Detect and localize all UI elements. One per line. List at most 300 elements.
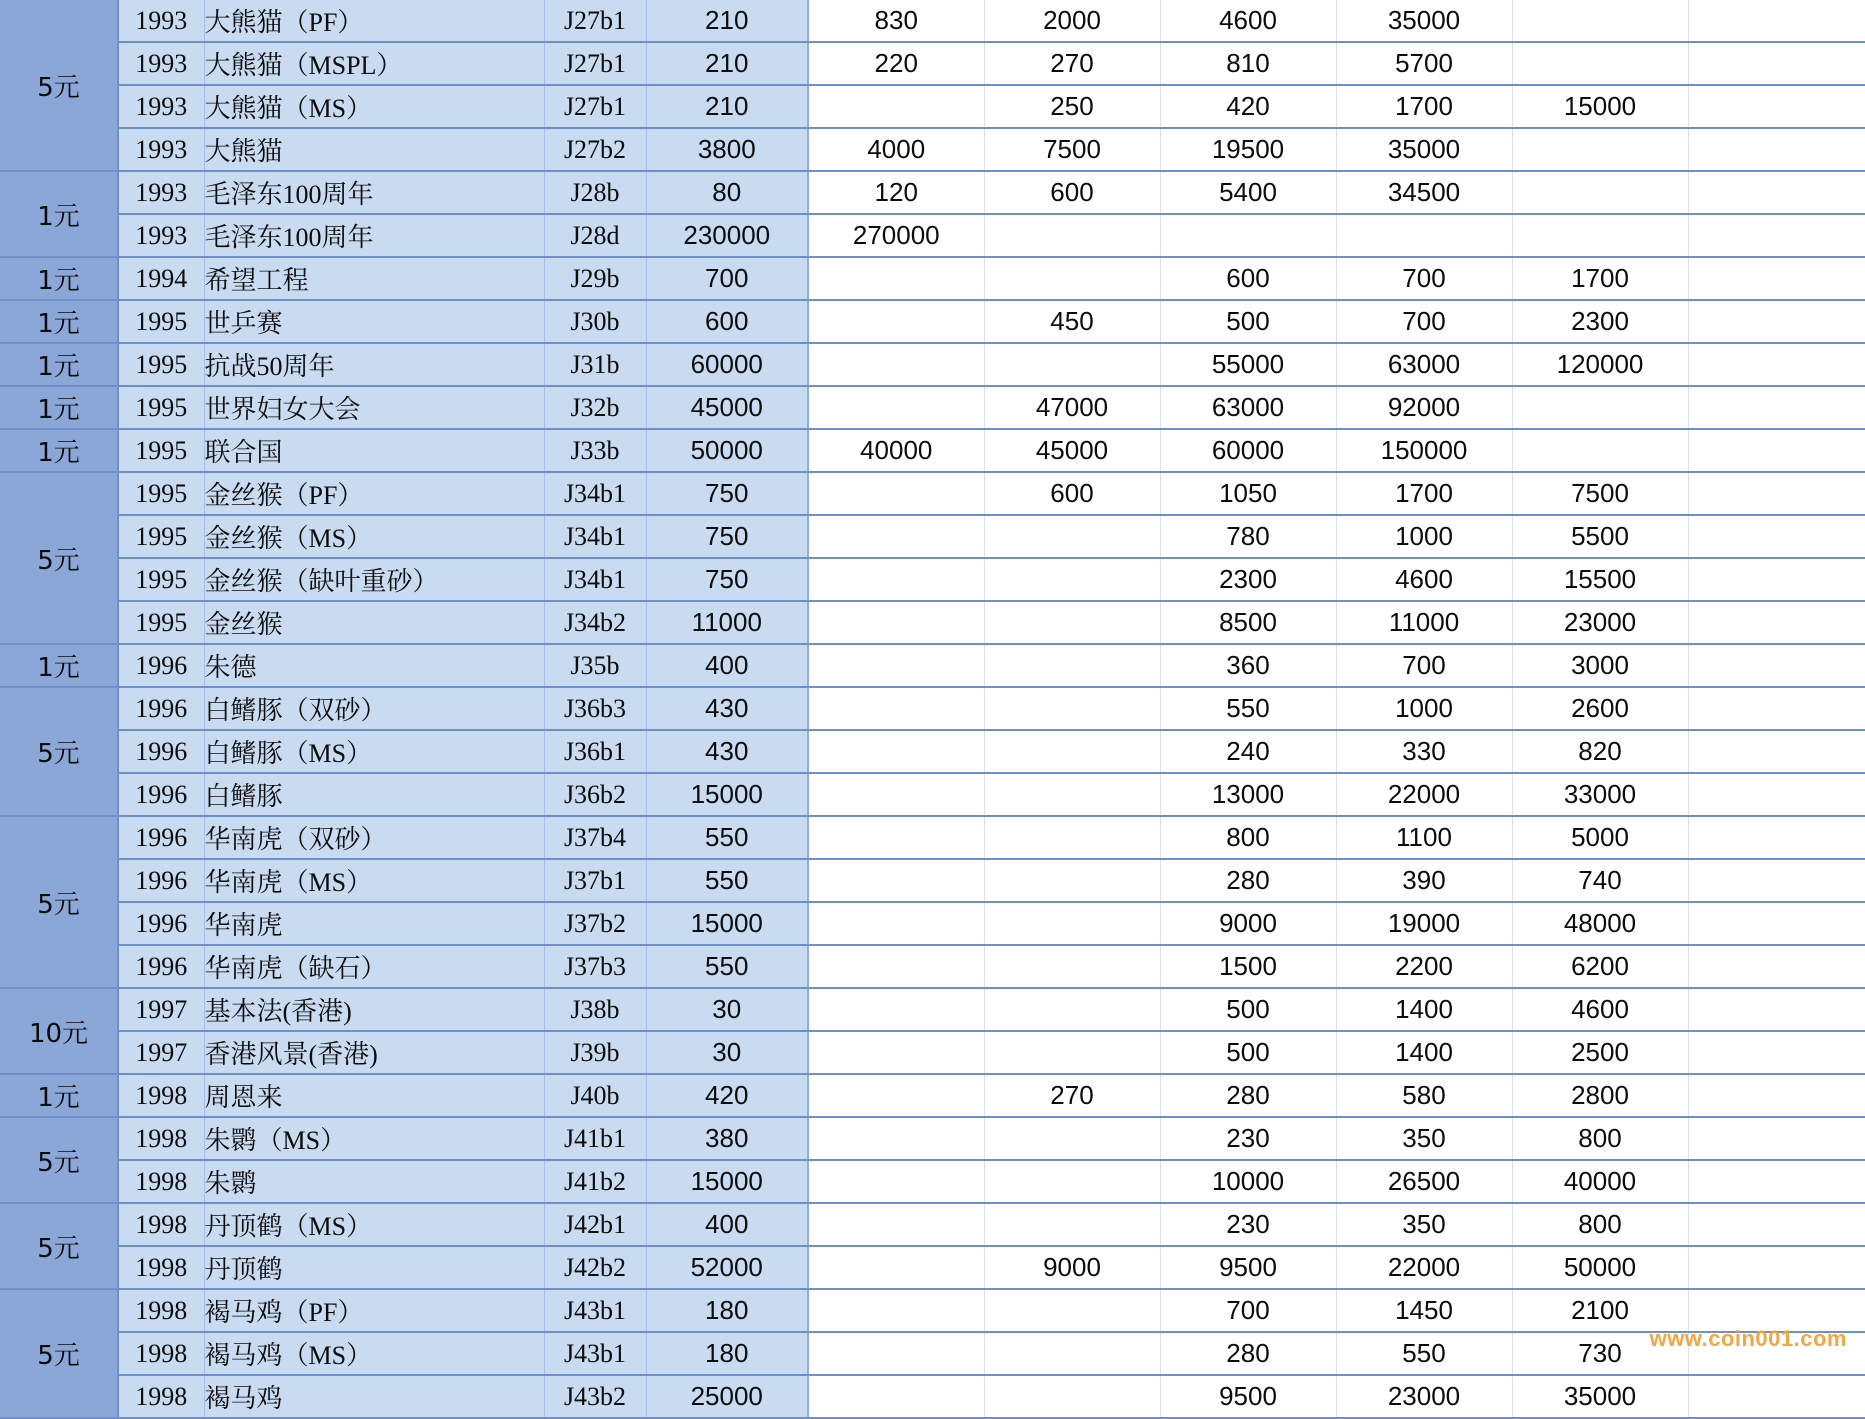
price-cell-5: 2300 [1512,300,1688,343]
mintage-cell: 700 [646,257,808,300]
price-cell-1 [808,1289,984,1332]
price-cell-2 [984,859,1160,902]
year-cell: 1993 [118,0,204,42]
price-cell-1: 220 [808,42,984,85]
price-cell-2 [984,1332,1160,1375]
price-cell-3: 10000 [1160,1160,1336,1203]
catalog-code-cell: J34b1 [544,515,646,558]
price-cell-5: 6200 [1512,945,1688,988]
mintage-cell: 60000 [646,343,808,386]
empty-cell [1688,1117,1865,1160]
price-cell-4: 26500 [1336,1160,1512,1203]
price-cell-4: 23000 [1336,1375,1512,1418]
coin-name-cell: 希望工程 [204,257,544,300]
empty-cell [1688,515,1865,558]
catalog-code-cell: J43b2 [544,1375,646,1418]
price-cell-2 [984,945,1160,988]
denomination-cell: 5元 [0,472,118,644]
mintage-cell: 380 [646,1117,808,1160]
price-cell-2 [984,730,1160,773]
mintage-cell: 180 [646,1289,808,1332]
price-cell-1 [808,558,984,601]
coin-name-cell: 大熊猫 [204,128,544,171]
year-cell: 1998 [118,1160,204,1203]
price-cell-1 [808,386,984,429]
table-row [0,0,1865,42]
coin-name-cell: 白鳍豚 [204,773,544,816]
table-row [0,1203,1865,1246]
price-cell-4: 19000 [1336,902,1512,945]
price-cell-1 [808,1031,984,1074]
price-cell-5: 15000 [1512,85,1688,128]
price-cell-3: 9000 [1160,902,1336,945]
price-cell-3: 1050 [1160,472,1336,515]
mintage-cell: 25000 [646,1375,808,1418]
price-cell-3: 19500 [1160,128,1336,171]
catalog-code-cell: J34b1 [544,472,646,515]
catalog-code-cell: J36b2 [544,773,646,816]
empty-cell [1688,816,1865,859]
year-cell: 1996 [118,902,204,945]
price-cell-4: 1700 [1336,472,1512,515]
year-cell: 1994 [118,257,204,300]
price-cell-3: 9500 [1160,1375,1336,1418]
mintage-cell: 430 [646,730,808,773]
empty-cell [1688,0,1865,42]
price-cell-5 [1512,386,1688,429]
coin-name-cell: 金丝猴（MS） [204,515,544,558]
price-cell-5: 2100 [1512,1289,1688,1332]
table-row [0,257,1865,300]
price-cell-1 [808,472,984,515]
denomination-cell: 1元 [0,300,118,343]
table-row [0,171,1865,214]
mintage-cell: 30 [646,988,808,1031]
year-cell: 1998 [118,1289,204,1332]
price-cell-1 [808,1074,984,1117]
table-row [0,300,1865,343]
price-cell-2: 47000 [984,386,1160,429]
empty-cell [1688,343,1865,386]
table-row [0,472,1865,515]
empty-cell [1688,85,1865,128]
empty-cell [1688,472,1865,515]
empty-cell [1688,300,1865,343]
watermark: www.coin001.com [1649,1326,1847,1351]
empty-cell [1688,171,1865,214]
denomination-cell: 5元 [0,0,118,171]
year-cell: 1995 [118,558,204,601]
price-cell-5: 50000 [1512,1246,1688,1289]
table-row [0,343,1865,386]
mintage-cell: 30 [646,1031,808,1074]
empty-cell [1688,386,1865,429]
denomination-cell: 1元 [0,257,118,300]
empty-cell [1688,42,1865,85]
price-cell-5: 35000 [1512,1375,1688,1418]
price-cell-5: 15500 [1512,558,1688,601]
price-cell-3: 55000 [1160,343,1336,386]
table-row [0,601,1865,644]
price-cell-4: 350 [1336,1203,1512,1246]
year-cell: 1998 [118,1117,204,1160]
denomination-cell: 1元 [0,343,118,386]
price-cell-1: 120 [808,171,984,214]
coin-name-cell: 华南虎（双砂） [204,816,544,859]
year-cell: 1995 [118,429,204,472]
year-cell: 1996 [118,644,204,687]
price-cell-2 [984,816,1160,859]
coin-name-cell: 朱鹮（MS） [204,1117,544,1160]
mintage-cell: 52000 [646,1246,808,1289]
price-cell-2: 2000 [984,0,1160,42]
price-cell-2 [984,773,1160,816]
price-cell-3: 63000 [1160,386,1336,429]
price-cell-3: 9500 [1160,1246,1336,1289]
mintage-cell: 210 [646,42,808,85]
price-cell-1 [808,1246,984,1289]
price-cell-3: 550 [1160,687,1336,730]
catalog-code-cell: J41b2 [544,1160,646,1203]
table-row [0,214,1865,257]
denomination-cell: 5元 [0,1203,118,1289]
price-cell-4: 2200 [1336,945,1512,988]
price-cell-5: 2800 [1512,1074,1688,1117]
price-cell-4: 550 [1336,1332,1512,1375]
price-cell-1 [808,1332,984,1375]
price-cell-3: 800 [1160,816,1336,859]
price-cell-1 [808,859,984,902]
price-cell-1 [808,601,984,644]
catalog-code-cell: J31b [544,343,646,386]
year-cell: 1995 [118,386,204,429]
coin-name-cell: 白鳍豚（MS） [204,730,544,773]
coin-name-cell: 抗战50周年 [204,343,544,386]
price-cell-5: 730 [1512,1332,1688,1375]
empty-cell [1688,902,1865,945]
price-cell-2: 250 [984,85,1160,128]
price-cell-5 [1512,171,1688,214]
price-cell-3: 600 [1160,257,1336,300]
mintage-cell: 210 [646,85,808,128]
price-cell-4: 1400 [1336,1031,1512,1074]
year-cell: 1995 [118,300,204,343]
catalog-code-cell: J42b1 [544,1203,646,1246]
price-cell-4: 350 [1336,1117,1512,1160]
price-cell-4: 35000 [1336,128,1512,171]
empty-cell [1688,601,1865,644]
price-cell-2 [984,343,1160,386]
price-cell-5: 5500 [1512,515,1688,558]
empty-cell [1688,429,1865,472]
mintage-cell: 550 [646,945,808,988]
table-row [0,1074,1865,1117]
year-cell: 1998 [118,1074,204,1117]
price-cell-2 [984,214,1160,257]
empty-cell [1688,988,1865,1031]
denomination-cell: 5元 [0,1117,118,1203]
price-cell-2: 600 [984,171,1160,214]
price-cell-4: 1450 [1336,1289,1512,1332]
table-row [0,386,1865,429]
catalog-code-cell: J42b2 [544,1246,646,1289]
coin-name-cell: 褐马鸡 [204,1375,544,1418]
mintage-cell: 210 [646,0,808,42]
price-cell-1 [808,1203,984,1246]
price-cell-4: 1100 [1336,816,1512,859]
price-cell-2: 7500 [984,128,1160,171]
price-cell-4: 700 [1336,300,1512,343]
coin-name-cell: 金丝猴 [204,601,544,644]
mintage-cell: 45000 [646,386,808,429]
price-cell-2: 600 [984,472,1160,515]
price-cell-5: 1700 [1512,257,1688,300]
empty-cell [1688,1031,1865,1074]
price-cell-2 [984,257,1160,300]
catalog-code-cell: J30b [544,300,646,343]
coin-name-cell: 丹顶鹤 [204,1246,544,1289]
mintage-cell: 750 [646,515,808,558]
price-cell-1 [808,257,984,300]
price-cell-5: 800 [1512,1203,1688,1246]
empty-cell [1688,128,1865,171]
table-row [0,128,1865,171]
price-cell-5 [1512,429,1688,472]
mintage-cell: 180 [646,1332,808,1375]
price-cell-3: 60000 [1160,429,1336,472]
table-row [0,1289,1865,1332]
price-cell-2 [984,558,1160,601]
coin-name-cell: 大熊猫（MS） [204,85,544,128]
mintage-cell: 400 [646,1203,808,1246]
year-cell: 1998 [118,1375,204,1418]
price-cell-4: 580 [1336,1074,1512,1117]
catalog-code-cell: J27b1 [544,85,646,128]
coin-name-cell: 毛泽东100周年 [204,214,544,257]
mintage-cell: 550 [646,816,808,859]
price-cell-3: 4600 [1160,0,1336,42]
catalog-code-cell: J32b [544,386,646,429]
coin-name-cell: 华南虎（缺石） [204,945,544,988]
table-row [0,1160,1865,1203]
denomination-cell: 5元 [0,687,118,816]
price-cell-4: 5700 [1336,42,1512,85]
price-cell-2: 270 [984,1074,1160,1117]
mintage-cell: 400 [646,644,808,687]
price-cell-5: 33000 [1512,773,1688,816]
price-cell-5: 740 [1512,859,1688,902]
price-cell-5 [1512,42,1688,85]
price-cell-3: 280 [1160,1332,1336,1375]
empty-cell [1688,1246,1865,1289]
denomination-cell: 1元 [0,1074,118,1117]
catalog-code-cell: J27b2 [544,128,646,171]
price-cell-4: 11000 [1336,601,1512,644]
price-cell-2 [984,515,1160,558]
price-cell-2: 45000 [984,429,1160,472]
empty-cell [1688,859,1865,902]
price-cell-3: 240 [1160,730,1336,773]
year-cell: 1993 [118,128,204,171]
empty-cell [1688,945,1865,988]
mintage-cell: 50000 [646,429,808,472]
price-cell-2: 270 [984,42,1160,85]
coin-name-cell: 褐马鸡（PF） [204,1289,544,1332]
price-cell-4 [1336,214,1512,257]
price-cell-1 [808,730,984,773]
empty-cell [1688,257,1865,300]
price-cell-4: 150000 [1336,429,1512,472]
coin-name-cell: 基本法(香港) [204,988,544,1031]
price-cell-1 [808,85,984,128]
table-row [0,945,1865,988]
mintage-cell: 15000 [646,902,808,945]
table-row [0,558,1865,601]
price-cell-4: 1000 [1336,515,1512,558]
price-cell-5: 3000 [1512,644,1688,687]
mintage-cell: 11000 [646,601,808,644]
catalog-code-cell: J29b [544,257,646,300]
table-row [0,730,1865,773]
price-cell-5: 2600 [1512,687,1688,730]
catalog-code-cell: J34b1 [544,558,646,601]
price-cell-5 [1512,214,1688,257]
price-cell-3: 810 [1160,42,1336,85]
empty-cell [1688,1074,1865,1117]
empty-cell [1688,558,1865,601]
price-cell-2 [984,1160,1160,1203]
table-row [0,816,1865,859]
price-cell-2 [984,1289,1160,1332]
year-cell: 1998 [118,1203,204,1246]
price-cell-4: 35000 [1336,0,1512,42]
price-cell-4: 1700 [1336,85,1512,128]
coin-name-cell: 金丝猴（缺叶重砂） [204,558,544,601]
year-cell: 1996 [118,773,204,816]
price-cell-1 [808,687,984,730]
price-cell-3: 500 [1160,1031,1336,1074]
price-cell-5: 800 [1512,1117,1688,1160]
price-cell-5: 5000 [1512,816,1688,859]
price-cell-4: 1400 [1336,988,1512,1031]
table-row [0,515,1865,558]
price-cell-2 [984,687,1160,730]
price-cell-2 [984,902,1160,945]
price-cell-4: 700 [1336,644,1512,687]
year-cell: 1995 [118,515,204,558]
table-row [0,902,1865,945]
mintage-cell: 750 [646,558,808,601]
year-cell: 1993 [118,171,204,214]
coin-name-cell: 丹顶鹤（MS） [204,1203,544,1246]
empty-cell [1688,644,1865,687]
catalog-code-cell: J27b1 [544,0,646,42]
price-cell-1: 4000 [808,128,984,171]
price-cell-3: 360 [1160,644,1336,687]
price-cell-4: 4600 [1336,558,1512,601]
price-cell-5: 2500 [1512,1031,1688,1074]
mintage-cell: 600 [646,300,808,343]
price-cell-4: 22000 [1336,1246,1512,1289]
price-cell-5: 120000 [1512,343,1688,386]
year-cell: 1995 [118,343,204,386]
year-cell: 1995 [118,601,204,644]
denomination-cell: 5元 [0,816,118,988]
year-cell: 1996 [118,687,204,730]
price-cell-3: 280 [1160,859,1336,902]
coin-name-cell: 华南虎 [204,902,544,945]
denomination-cell: 10元 [0,988,118,1074]
price-cell-1: 40000 [808,429,984,472]
table-row [0,773,1865,816]
table-row [0,1246,1865,1289]
coin-name-cell: 大熊猫（PF） [204,0,544,42]
price-cell-1 [808,902,984,945]
price-cell-3: 420 [1160,85,1336,128]
price-cell-4: 700 [1336,257,1512,300]
table-row [0,42,1865,85]
catalog-code-cell: J33b [544,429,646,472]
mintage-cell: 550 [646,859,808,902]
catalog-code-cell: J37b2 [544,902,646,945]
catalog-code-cell: J38b [544,988,646,1031]
year-cell: 1996 [118,816,204,859]
denomination-cell: 1元 [0,429,118,472]
table-row [0,687,1865,730]
empty-cell [1688,730,1865,773]
catalog-code-cell: J43b1 [544,1289,646,1332]
coin-name-cell: 联合国 [204,429,544,472]
table-row [0,1031,1865,1074]
year-cell: 1998 [118,1246,204,1289]
catalog-code-cell: J40b [544,1074,646,1117]
coin-name-cell: 华南虎（MS） [204,859,544,902]
denomination-cell: 1元 [0,644,118,687]
year-cell: 1996 [118,859,204,902]
price-cell-3: 230 [1160,1203,1336,1246]
mintage-cell: 3800 [646,128,808,171]
price-cell-1 [808,644,984,687]
price-cell-3: 500 [1160,988,1336,1031]
catalog-code-cell: J37b3 [544,945,646,988]
mintage-cell: 230000 [646,214,808,257]
empty-cell [1688,1160,1865,1203]
price-cell-1 [808,343,984,386]
table-row [0,644,1865,687]
table-row [0,859,1865,902]
price-cell-5 [1512,0,1688,42]
denomination-cell: 5元 [0,1289,118,1418]
coin-name-cell: 世乒赛 [204,300,544,343]
price-cell-2 [984,644,1160,687]
coin-name-cell: 朱德 [204,644,544,687]
price-cell-5: 4600 [1512,988,1688,1031]
price-cell-3 [1160,214,1336,257]
coin-name-cell: 毛泽东100周年 [204,171,544,214]
price-cell-4: 390 [1336,859,1512,902]
price-cell-2 [984,1031,1160,1074]
price-cell-4: 63000 [1336,343,1512,386]
coin-name-cell: 周恩来 [204,1074,544,1117]
price-cell-5: 48000 [1512,902,1688,945]
price-cell-3: 5400 [1160,171,1336,214]
price-cell-1 [808,816,984,859]
catalog-code-cell: J39b [544,1031,646,1074]
coin-name-cell: 世界妇女大会 [204,386,544,429]
table-row [0,1375,1865,1418]
mintage-cell: 430 [646,687,808,730]
price-cell-5: 7500 [1512,472,1688,515]
